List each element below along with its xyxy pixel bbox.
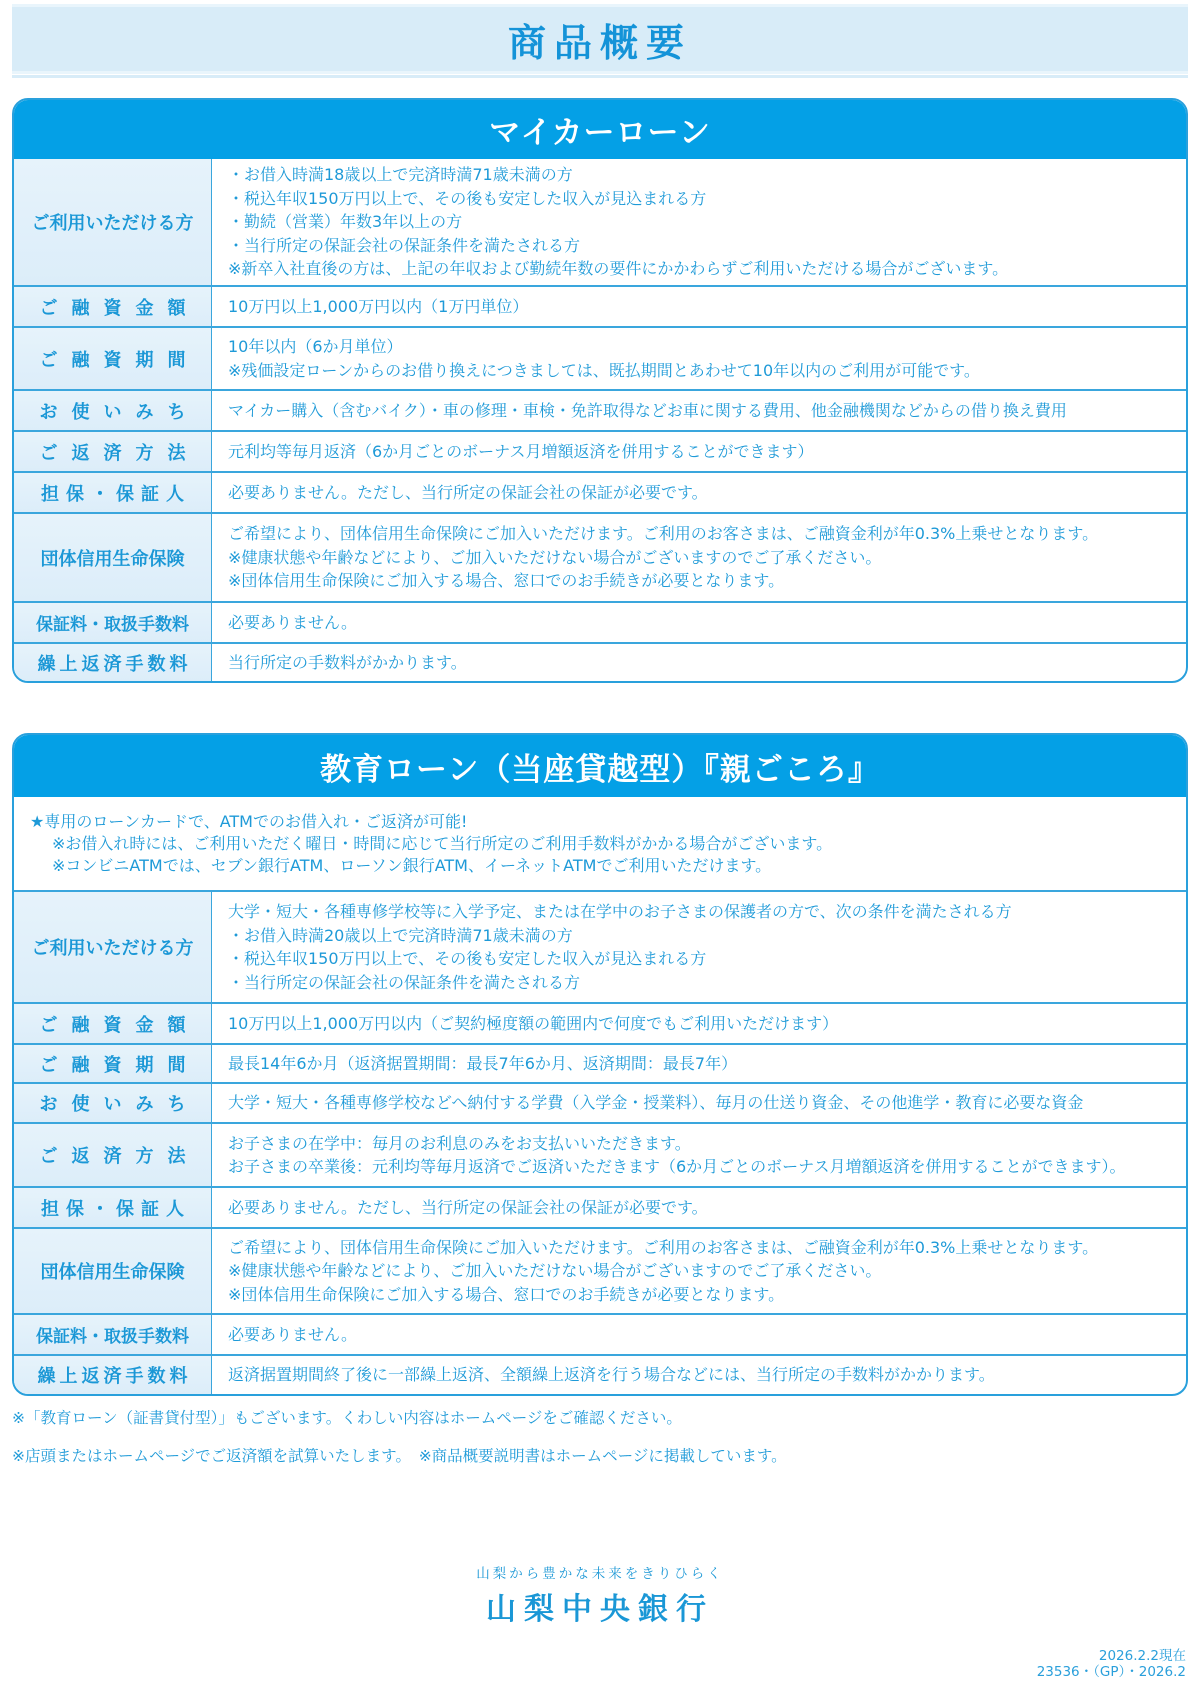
table-row <box>14 389 1186 430</box>
table-row <box>14 642 1186 681</box>
value-line: ・当行所定の保証会社の保証条件を満たされる方 <box>228 972 581 992</box>
value-line: 10万円以上1,000万円以内（1万円単位） <box>228 296 529 316</box>
atm-notice <box>14 797 1186 890</box>
table-row <box>14 285 1186 326</box>
value-line: お子さまの卒業後：元利均等毎月返済でご返済いただきます（6か月ごとのボーナス月増額返済を併用することができます）。 <box>228 1157 1126 1176</box>
mycar-loan-title: マイカーローン <box>14 100 1186 159</box>
row-label: 繰上返済手数料 <box>14 1356 212 1394</box>
row-value <box>212 514 1186 601</box>
value-line: 最長14年6か月（返済据置期間：最長7年6か月、返済期間：最長7年） <box>228 1053 738 1073</box>
table-row <box>14 1354 1186 1394</box>
row-value <box>212 287 1186 326</box>
row-value <box>212 328 1186 389</box>
table-row <box>14 471 1186 512</box>
value-line: 10万円以上1,000万円以内（ご契約極度額の範囲内で何度でもご利用いただけます） <box>228 1013 839 1033</box>
bank-logo <box>0 1562 1200 1628</box>
value-line: ※団体信用生命保険にご加入する場合、窓口でのお手続きが必要となります。 <box>228 1284 785 1304</box>
table-row <box>14 890 1186 1002</box>
table-row <box>14 159 1186 285</box>
value-line: ・税込年収150万円以上で、その後も安定した収入が見込まれる方 <box>228 949 707 968</box>
table-row <box>14 512 1186 601</box>
row-value <box>212 1229 1186 1313</box>
row-label: お使いみち <box>14 1084 212 1122</box>
table-row <box>14 1122 1186 1186</box>
row-label: 団体信用生命保険 <box>14 514 212 601</box>
row-label: 保証料・取扱手数料 <box>14 603 212 642</box>
row-value <box>212 159 1186 285</box>
value-line: ・勤続（営業）年数3年以上の方 <box>228 212 463 232</box>
row-value <box>212 892 1186 1002</box>
value-line: 必要ありません。 <box>228 612 357 632</box>
value-line: ※健康状態や年齢などにより、ご加入いただけない場合がございますのでご了承ください。 <box>228 1261 882 1281</box>
value-line: ※新卒入社直後の方は、上記の年収および勤続年数の要件にかかわらずご利用いただける場合がございます。 <box>228 259 1009 279</box>
value-line: ※健康状態や年齢などにより、ご加入いただけない場合がございますのでご了承ください。 <box>228 547 882 567</box>
document-stamp <box>1037 1648 1186 1680</box>
row-value <box>212 432 1186 471</box>
value-line: 10年以内（6か月単位） <box>228 337 403 356</box>
as-of-date: 2026.2.2現在 <box>1098 1648 1186 1664</box>
value-line: 大学・短大・各種専修学校等に入学予定、または在学中のお子さまの保護者の方で、次の条件を満たされる方 <box>228 902 1012 921</box>
footnote-education-loan-certificate: ※「教育ローン（証書貸付型）」もございます。くわしい内容はホームページをご確認ください。 <box>12 1409 682 1427</box>
footnote-simulation: ※店頭またはホームページでご返済額を試算いたします。 ※商品概要説明書はホームページに掲載しています。 <box>12 1447 787 1465</box>
value-line: ・お借入時満18歳以上で完済時満71歳未満の方 <box>228 165 573 185</box>
value-line: 大学・短大・各種専修学校などへ納付する学費（入学金・授業料）、毎月の仕送り資金、その他進学・教育に必要な資金 <box>228 1093 1084 1113</box>
table-row <box>14 1002 1186 1043</box>
value-line: マイカー購入（含むバイク）・車の修理・車検・免許取得などお車に関する費用、他金融機関などからの借り換え費用 <box>228 400 1067 420</box>
table-row <box>14 1082 1186 1122</box>
row-label: ご返済方法 <box>14 432 212 471</box>
row-label: ご返済方法 <box>14 1124 212 1186</box>
education-loan-title: 教育ローン（当座貸越型）『親ごころ』 <box>14 735 1186 797</box>
table-row <box>14 430 1186 471</box>
value-line: 必要ありません。 <box>228 1324 357 1344</box>
row-label: 繰上返済手数料 <box>14 644 212 681</box>
notice-line: ※コンビニATMでは、セブン銀行ATM、ローソン銀行ATM、イーネットATMでご利用いただけます。 <box>52 855 772 875</box>
value-line: ※残価設定ローンからのお借り換えにつきましては、既払期間とあわせて10年以内のご利用が可能です。 <box>228 360 980 380</box>
row-value <box>212 1356 1186 1394</box>
row-value <box>212 391 1186 430</box>
row-value <box>212 473 1186 512</box>
row-label: 担保・保証人 <box>14 1188 212 1227</box>
row-value <box>212 1124 1186 1186</box>
value-line: 元利均等毎月返済（6か月ごとのボーナス月増額返済を併用することができます） <box>228 441 814 461</box>
row-value <box>212 1084 1186 1122</box>
value-line: 必要ありません。ただし、当行所定の保証会社の保証が必要です。 <box>228 1197 708 1217</box>
value-line: ・税込年収150万円以上で、その後も安定した収入が見込まれる方 <box>228 188 707 208</box>
value-line: 必要ありません。ただし、当行所定の保証会社の保証が必要です。 <box>228 482 708 502</box>
value-line: ご希望により、団体信用生命保険にご加入いただけます。ご利用のお客さまは、ご融資金利が年0.3%上乗せとなります。 <box>228 524 1099 544</box>
row-label: ご融資金額 <box>14 1004 212 1043</box>
row-label: 団体信用生命保険 <box>14 1229 212 1313</box>
value-line: ・当行所定の保証会社の保証条件を満たされる方 <box>228 235 581 255</box>
row-value <box>212 1315 1186 1354</box>
value-line: ご希望により、団体信用生命保険にご加入いただけます。ご利用のお客さまは、ご融資金利が年0.3%上乗せとなります。 <box>228 1237 1099 1257</box>
table-row <box>14 1043 1186 1082</box>
notice-line: ★専用のローンカードで、ATMでのお借入れ・ご返済が可能! <box>30 811 468 831</box>
value-line: ※団体信用生命保険にご加入する場合、窓口でのお手続きが必要となります。 <box>228 571 785 591</box>
row-label: ご融資期間 <box>14 328 212 389</box>
education-loan-section <box>12 733 1188 1396</box>
row-label: ご融資金額 <box>14 287 212 326</box>
table-row <box>14 1186 1186 1227</box>
bank-name: 山梨中央銀行 <box>486 1592 714 1627</box>
document-code: 23536・（GP）・2026.2 <box>1036 1664 1186 1680</box>
row-label: ご融資期間 <box>14 1045 212 1082</box>
row-value <box>212 1045 1186 1082</box>
value-line: 当行所定の手数料がかかります。 <box>228 652 467 672</box>
title-banner <box>12 4 1188 74</box>
page-title: 商品概要 <box>507 20 692 65</box>
value-line: ・お借入時満20歳以上で完済時満71歳未満の方 <box>228 925 573 945</box>
row-label: 保証料・取扱手数料 <box>14 1315 212 1354</box>
row-label: ご利用いただける方 <box>14 892 212 1002</box>
mycar-loan-section <box>12 98 1188 683</box>
row-value <box>212 1004 1186 1043</box>
row-value <box>212 603 1186 642</box>
row-value <box>212 644 1186 681</box>
value-line: 返済据置期間終了後に一部繰上返済、全額繰上返済を行う場合などには、当行所定の手数料がかかります。 <box>228 1365 995 1385</box>
row-value <box>212 1188 1186 1227</box>
row-label: お使いみち <box>14 391 212 430</box>
value-line: お子さまの在学中：毎月のお利息のみをお支払いいただきます。 <box>228 1133 691 1153</box>
table-row <box>14 601 1186 642</box>
row-label: ご利用いただける方 <box>14 159 212 285</box>
notice-line: ※お借入れ時には、ご利用いただく曜日・時間に応じて当行所定のご利用手数料がかかる場合がございます。 <box>52 833 833 853</box>
table-row <box>14 326 1186 389</box>
table-row <box>14 1227 1186 1313</box>
bank-tagline: 山梨から豊かな未来をきりひらく <box>476 1566 724 1582</box>
table-row <box>14 1313 1186 1354</box>
row-label: 担保・保証人 <box>14 473 212 512</box>
